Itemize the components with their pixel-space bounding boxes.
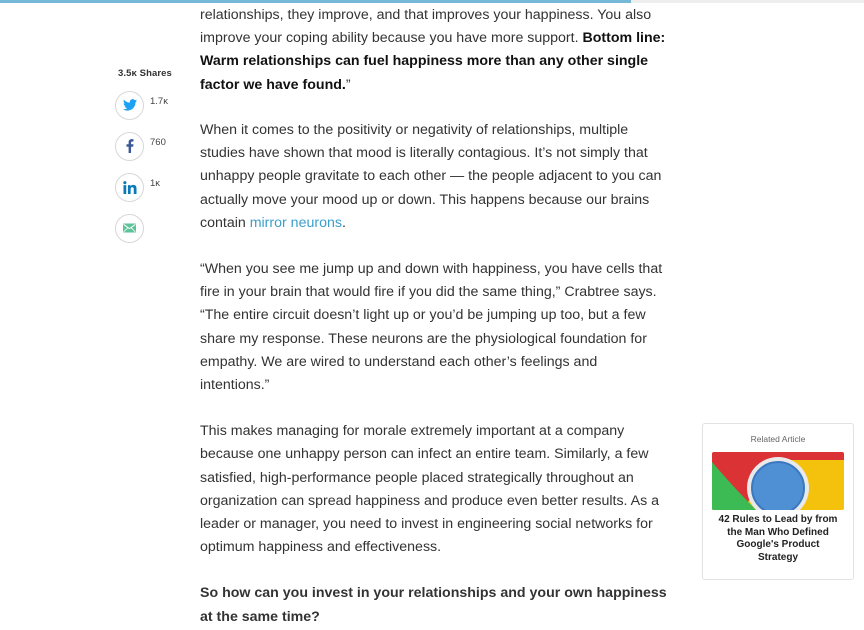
article-paragraph	[200, 4, 670, 97]
chrome-logo-icon	[712, 452, 844, 510]
facebook-share-button[interactable]	[115, 132, 144, 161]
share-row-linkedin	[112, 173, 192, 201]
mirror-neurons-link[interactable]: mirror neurons	[249, 214, 342, 231]
reading-progress-fill	[0, 0, 631, 3]
related-article-card[interactable]	[702, 423, 854, 580]
paragraph-end: .	[341, 214, 346, 231]
section-question: So how can you invest in your relationships and your own happiness at the same time?	[200, 585, 667, 625]
related-article-label: Related Article	[750, 434, 806, 444]
share-total: 3.5ᴋ Shares	[118, 68, 172, 79]
bottom-line-emphasis: Bottom line: Warm relationships can fuel happiness more than any other single factor we have found.	[200, 30, 666, 93]
linkedin-share-button[interactable]	[115, 173, 144, 202]
email-share-button[interactable]	[115, 214, 144, 243]
linkedin-share-count: 1ᴋ	[150, 177, 161, 189]
twitter-share-button[interactable]	[115, 91, 144, 120]
facebook-share-count: 760	[150, 136, 166, 148]
article-flow	[200, 119, 670, 630]
article-paragraph: “When you see me jump up and down with happiness, you have cells that fire in your brain that would fire if you did the same thing,” Crabtree says. “The entire circuit doesn’t light up or you’d be jumping up too, but a few share my response. These neurons are the physiological foundation for empathy. We are wired to understand each other’s feelings and intentions.”	[200, 261, 663, 394]
twitter-icon	[123, 99, 137, 111]
share-row-facebook	[112, 132, 192, 160]
linkedin-icon	[123, 181, 137, 194]
share-row-twitter	[112, 91, 192, 119]
facebook-icon	[126, 139, 134, 153]
article-paragraph: This makes managing for morale extremely important at a company because one unhappy person can infect an entire team. Similarly, a few satisfied, high-performance people placed strategically throughout an organization can spread happiness and produce even better results. As a leader or manager, you need to invest in engineering social networks for optimum happiness and effectiveness.	[200, 423, 660, 556]
share-row-email	[112, 214, 192, 242]
article-paragraph	[200, 119, 670, 235]
paragraph-text: relationships, they improve, and that improves your happiness. You also improve your coping ability because you have more support.	[200, 7, 652, 47]
paragraph-text: When it comes to the positivity or negativity of relationships, multiple studies have shown that mood is literally contagious. It’s not simply that unhappy people gravitate to each other — the people adjacent to you can actually move your mood up or down. This happens because our brains contain	[200, 122, 662, 231]
reading-progress-track	[0, 0, 864, 3]
share-rail	[112, 68, 192, 255]
paragraph-end: ”	[345, 76, 351, 93]
twitter-share-count: 1.7ᴋ	[150, 95, 168, 107]
related-article-title[interactable]: 42 Rules to Lead by from the Man Who Defined Google's Product Strategy	[718, 514, 838, 563]
mail-icon	[123, 223, 136, 233]
